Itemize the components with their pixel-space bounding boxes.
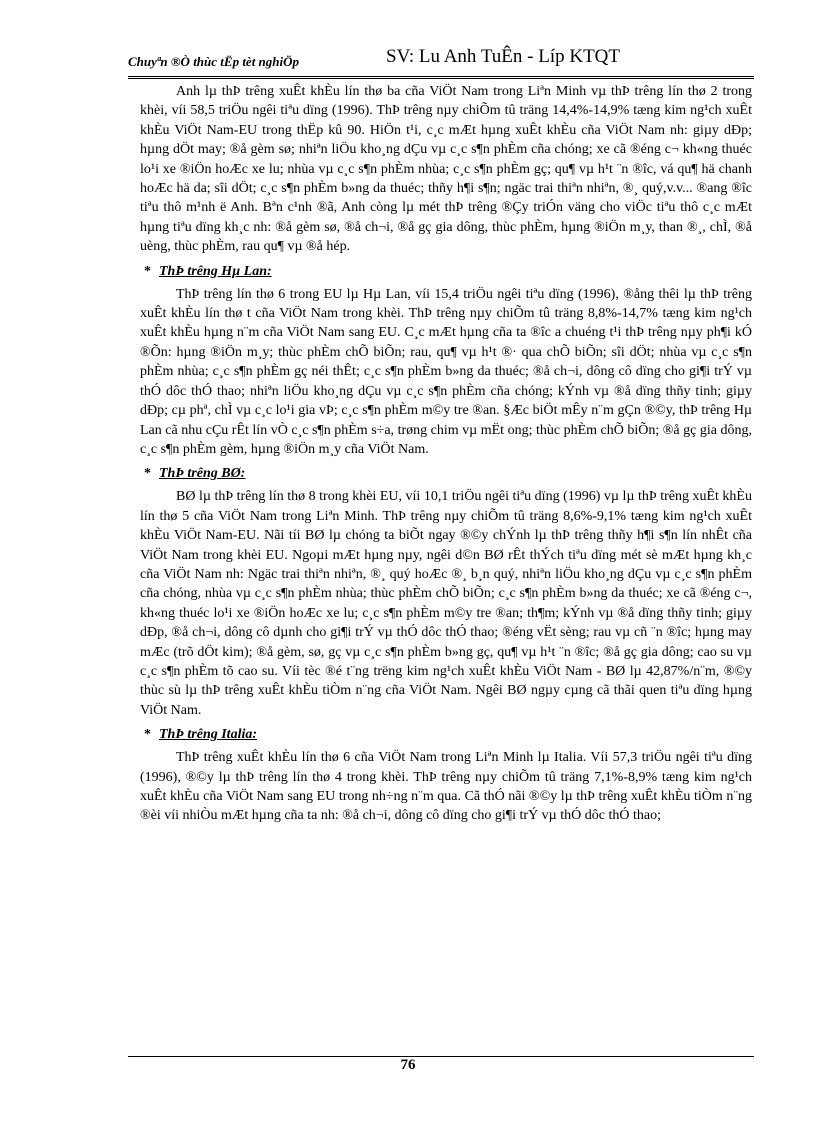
heading-belgium (140, 463, 752, 485)
bullet-star-icon: * (144, 727, 151, 743)
heading-italy-title: ThÞ trêng Italia: (159, 727, 258, 743)
paragraph-belgium: BØ lµ thÞ trêng lín thø 8 trong khèi EU, víi 10,1 triÖu ngêi tiªu dïng (1996) vµ lµ thÞ trêng xuÊt khÈu lín thø 5 cña ViÖt Nam trong Liªn Minh. ThÞ trêng nµy chiÕm tû träng 8,6%-9,1% tæng kim ng¹ch xuÊt khÈu ViÖt Nam-EU. Nãi tíi BØ lµ chóng ta biÕt ngay ®©y chÝnh lµ thÞ trêng thñy h¶i s¶n lín nhÊt cña ViÖt Nam trong khèi EU. Ngoµi mÆt hµng nµy, ngêi d©n BØ rÊt thÝch tiªu dïng mét sè mÆt hµng kh¸c cña ViÖt Nam nh: Ngäc trai thiªn nhiªn, ®¸ quý hoÆc ®¸ b¸n quý, nhiªn liÖu kho¸ng dÇu vµ c¸c s¶n phÈm cña chóng, nhùa vµ c¸c s¶n phÈm nhùa; thùc phÈm chÕ biÕn; c¸c s¶n phÈm b»ng da thuéc; xe cã ®éng c¬, kh«ng thuéc lo¹i xe ®iÖn hoÆc xe lu; c¸c s¶n phÈm m©y tre ®an; th¶m; kÝnh vµ ®å dïng thñy tinh; giµy dÐp, ®å ch¬i, dông cô dµnh cho gi¶i trÝ vµ thÓ dôc thÓ thao; ®éng vËt sèng; rau vµ cñ ¨n ®îc; hµng may mÆc (trõ dÖt kim); ®å gèm, sø, gç vµ c¸c s¶n phÈm b»ng gç, qu¶ vµ h¹t ¨n ®îc; ®å gç gia dông; cao su vµ c¸c s¶n phÈm tõ cao su. Víi tèc ®é t¨ng trëng kim ng¹ch xuÊt khÈu ViÖt Nam - BØ lµ 42,87%/n¨m, ®©y thùc sù lµ thÞ trêng xuÊt khÈu tiÒm n¨ng cña ViÖt Nam. Ngêi BØ ngµy cµng cã thãi quen tiªu dïng hµng ViÖt Nam. (140, 489, 752, 718)
body-content (140, 82, 752, 826)
paragraph-italy: ThÞ trêng xuÊt khÈu lín thø 6 cña ViÖt Nam trong Liªn Minh lµ Italia. Víi 57,3 triÖu ngêi tiªu dïng (1996), ®©y lµ thÞ trêng lín thø 4 trong khèi. ThÞ trêng nµy chiÕm tû träng 7,1%-8,9% tæng kim ng¹ch xuÊt khÈu cña ViÖt Nam sang EU trong nh÷ng n¨m qua. Cã thÓ nãi ®©y lµ thÞ trêng xuÊt khÈu tiÒm n¨ng ®èi víi nhiÒu mÆt hµng cña ta nh: ®å ch¬i, dông cô dïng cho gi¶i trÝ vµ thÓ dôc thÓ thao; (140, 750, 752, 824)
page-number: 76 (400, 1057, 416, 1073)
paragraph-netherlands: ThÞ trêng lín thø 6 trong EU lµ Hµ Lan, víi 15,4 triÖu ngêi tiªu dïng (1996), ®ång thêi lµ thÞ trêng xuÊt khÈu lín thø t cña ViÖt Nam trong khèi. ThÞ trêng nµy chiÕm tû träng 8,8%-14,7% tæng kim ng¹ch xuÊt khÈu hµng n¨m cña ViÖt Nam sang EU. C¸c mÆt hµng cña ta ®îc a chuéng t¹i thÞ trêng nµy ph¶i kÓ ®Õn: hµng ®iÖn m¸y; thùc phÈm chÕ biÕn; rau, qu¶ vµ h¹t ®· qua chÕ biÕn; sîi dÖt; nhùa vµ c¸c s¶n phÈm nhùa; c¸c s¶n phÈm gç néi thÊt; c¸c s¶n phÈm b»ng da thuéc; ®å ch¬i, dông cô dïng cho gi¶i trÝ vµ thÓ dôc thÓ thao; nhiªn liÖu kho¸ng dÇu vµ c¸c s¶n phÈm cña chóng; kÝnh vµ ®å dïng thñy tinh; giµy dÐp; cµ phª, chÌ vµ c¸c lo¹i gia vÞ; c¸c s¶n phÈm m©y tre ®an. §Æc biÖt mÊy n¨m gÇn ®©y, thÞ trêng Hµ Lan cã nhu cÇu rÊt lín vÒ c¸c s¶n phÈm s÷a, trøng chim vµ mËt ong; thùc phÈm chÕ biÕn; ®å gç gia dông, c¸c s¶n phÈm gèm, hµng ®iÖn m¸y cña ViÖt Nam. (140, 286, 752, 457)
paragraph-uk: Anh lµ thÞ trêng xuÊt khÈu lín thø ba cña ViÖt Nam trong Liªn Minh vµ thÞ trêng lín thø 2 trong khèi, víi 58,5 triÖu ngêi tiªu dïng (1996). ThÞ trêng nµy chiÕm tû träng 14,4%-14,9% tæng kim ng¹ch xuÊt khÈu ViÖt Nam-EU trong thËp kû 90. HiÖn t¹i, c¸c mÆt hµng xuÊt khÈu cña ViÖt Nam nh: giµy dÐp; hµng dÖt may; ®å gèm sø; nhiªn liÖu kho¸ng dÇu vµ c¸c s¶n phÈm cña chóng; xe cã ®éng c¬ kh«ng thuéc lo¹i xe ®iÖn hoÆc xe lu; nhùa vµ c¸c s¶n phÈm nhùa; c¸c s¶n phÈm gç; qu¶ vµ h¹t ¨n ®îc, vá qu¶ hä chanh hoÆc hä da; sîi dÖt; c¸c s¶n phÈm b»ng da thuéc; thñy h¶i s¶n; ngäc trai thiªn nhiªn, ®¸ quý,v.v... ®ang ®îc tiªu thô m¹nh ë Anh. Bªn c¹nh ®ã, Anh còng lµ mét thÞ trêng ®Çy triÓn väng cho viÖc tiªu thô c¸c mÆt hµng tiªu dïng kh¸c nh: ®å gèm sø, ®å ch¬i, ®å gç gia dông, thùc phÈm, hµng ®iÖn m¸y, than ®¸, chÌ, ®å uèng, thùc phÈm, rau qu¶ vµ ®å hép. (140, 84, 752, 255)
heading-belgium-title: ThÞ trêng BØ: (159, 466, 246, 482)
heading-italy (140, 724, 752, 746)
heading-netherlands-title: ThÞ trêng Hµ Lan: (159, 263, 272, 279)
heading-netherlands (140, 261, 752, 283)
bullet-star-icon: * (144, 466, 151, 482)
header-topic: Chuyªn ®Ò thùc tËp tèt nghiÖp (128, 54, 300, 69)
bullet-star-icon: * (144, 263, 151, 279)
page-header (128, 44, 756, 72)
header-student: SV: Lu Anh TuÊn - Líp KTQT (386, 46, 621, 67)
header-rule (128, 76, 754, 79)
